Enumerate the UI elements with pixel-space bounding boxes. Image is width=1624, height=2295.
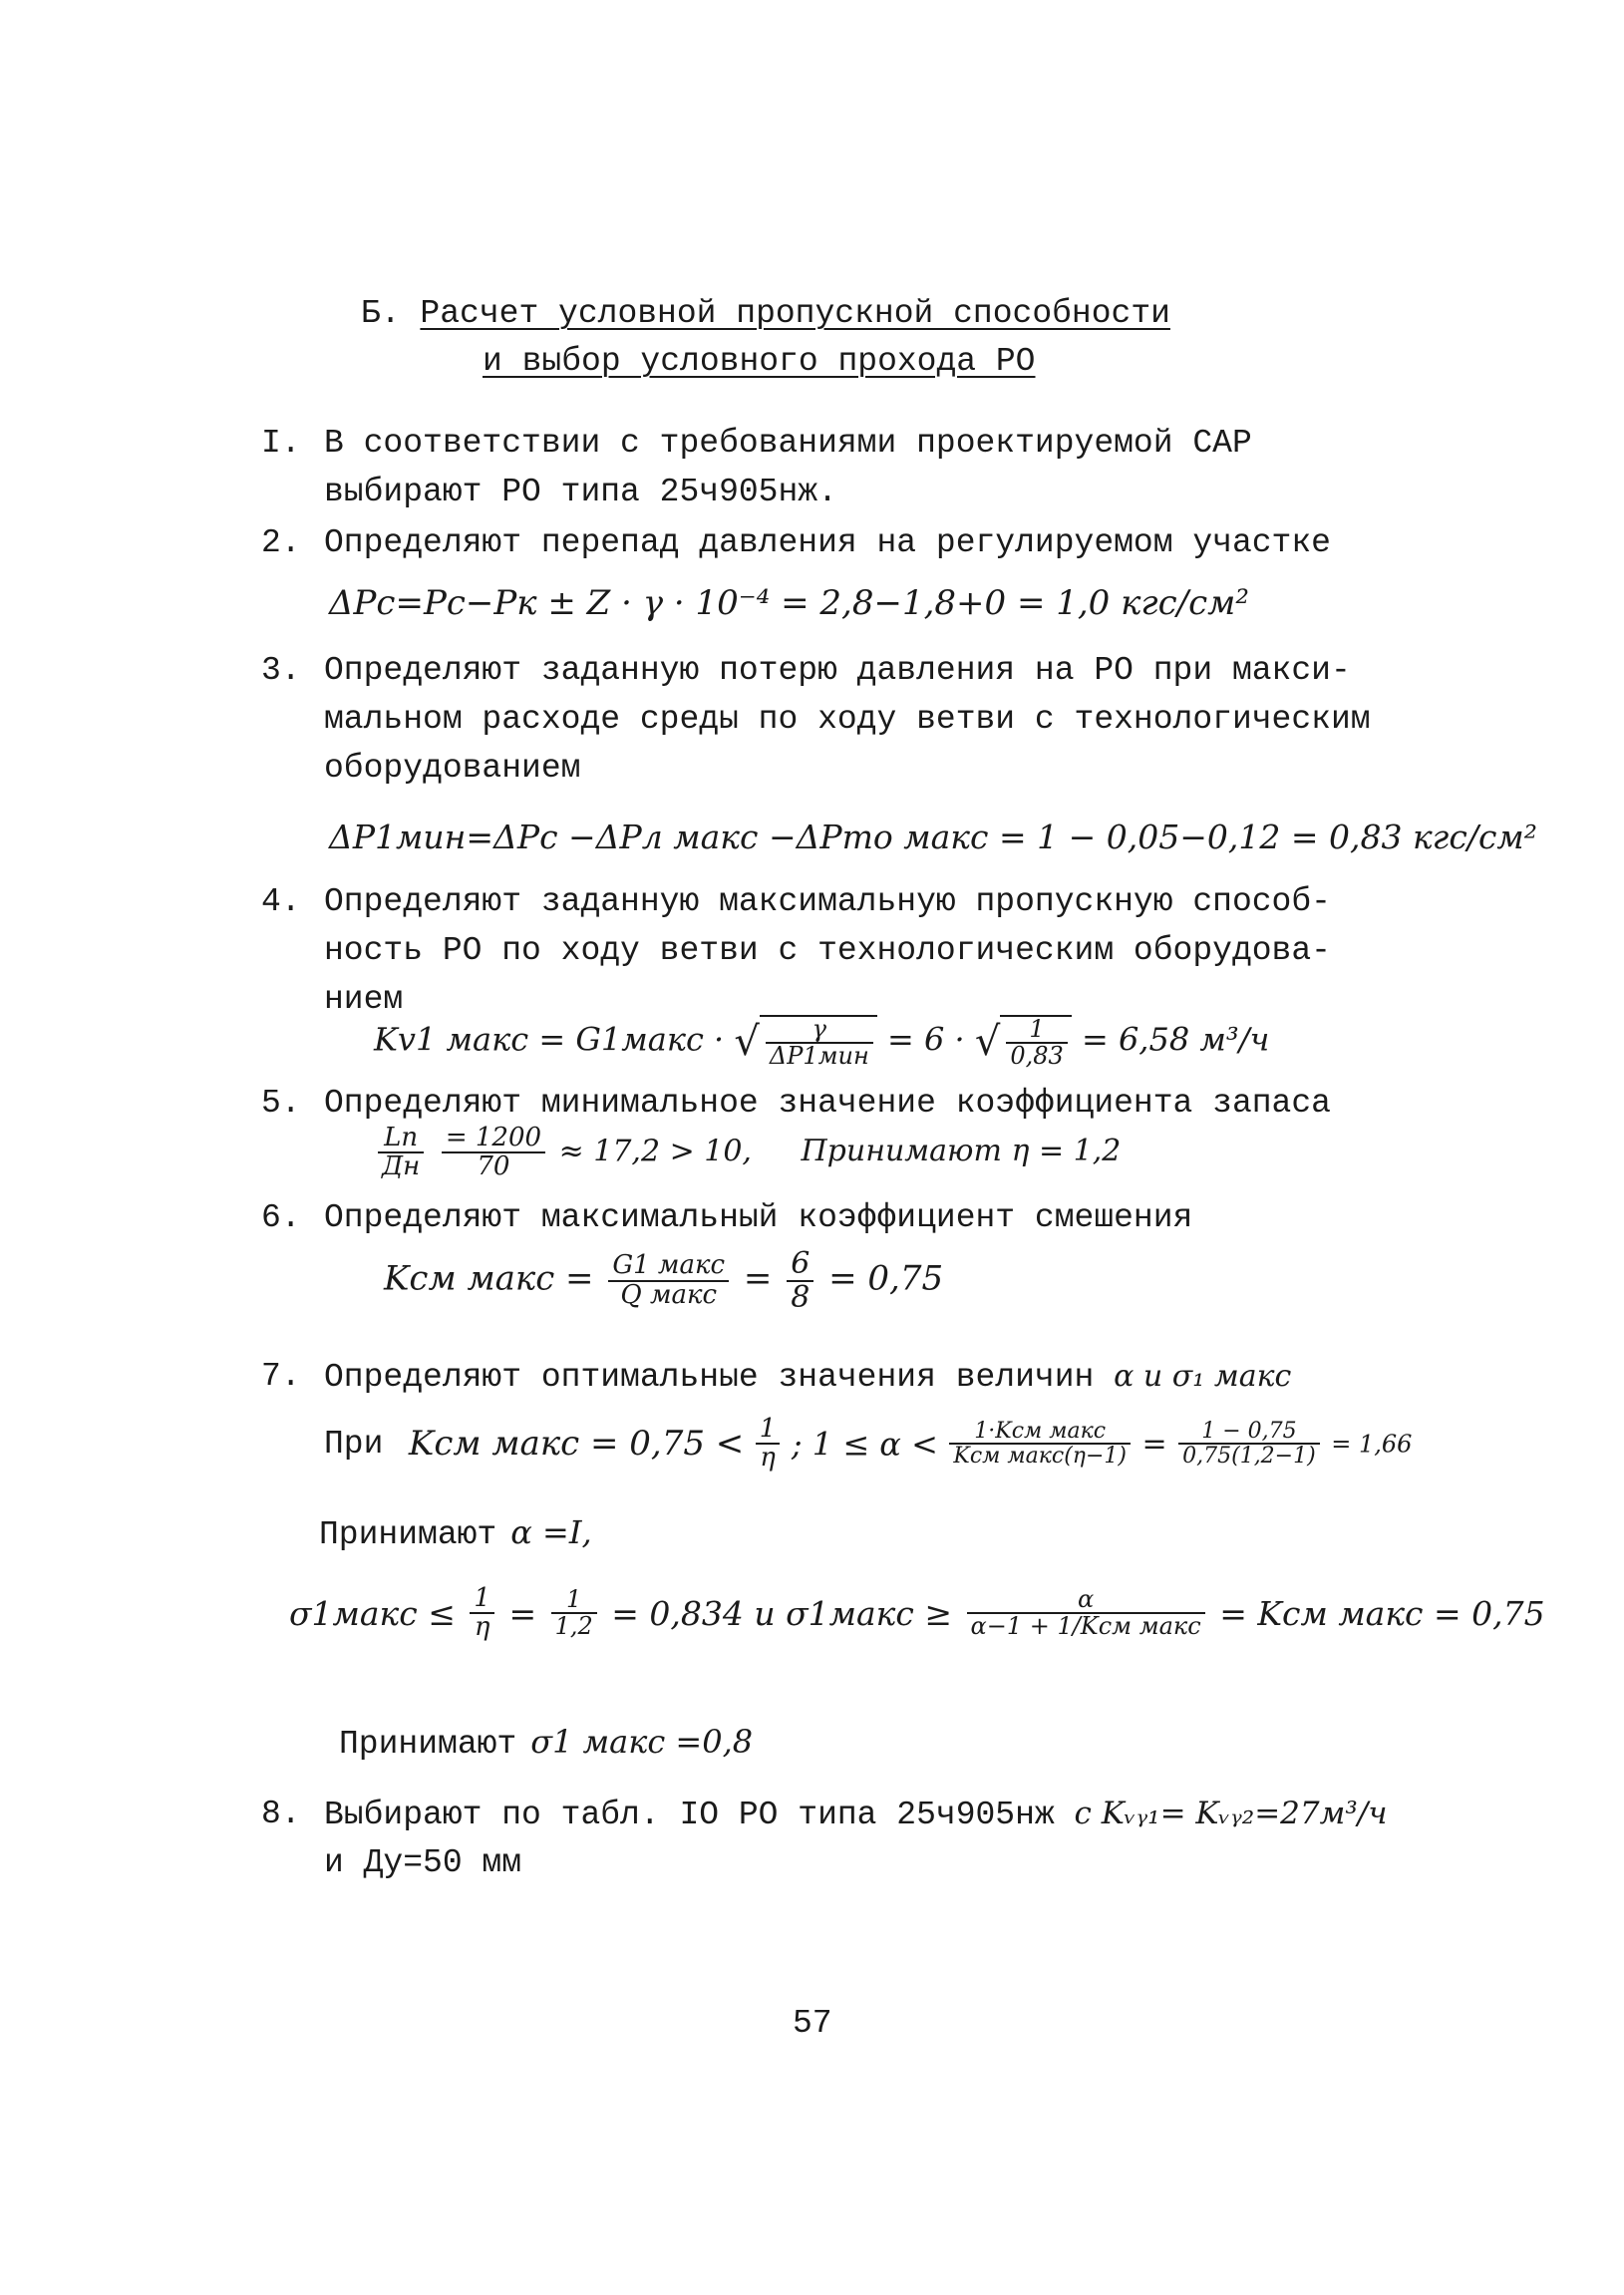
formula-7-d3: 0,75(1,2−1) (1182, 1444, 1316, 1470)
heading-line-2 (483, 337, 1036, 386)
item-3-line-1: Определяют заданную потерю давления на РО при макси- (324, 652, 1351, 689)
item-3-number: 3. (261, 652, 301, 689)
formula-7-part-1: Kсм макс = 0,75 < (408, 1424, 745, 1465)
heading-title-1: Расчет условной пропускной способности (420, 295, 1170, 332)
formula-4-den: ΔP1мин (769, 1042, 869, 1071)
formula-4-mid: = 6 · (886, 1020, 965, 1059)
formula-6-result: = 0,75 (828, 1258, 944, 1299)
item-5-number: 5. (261, 1085, 301, 1122)
item-4-line-3: нием (324, 981, 404, 1018)
item-7-tail: α и σ₁ макс (1114, 1359, 1292, 1394)
item-1-line-2: выбирают РО типа 25ч905нж. (324, 474, 837, 510)
item-8-line-2: и Ду=50 мм (324, 1844, 522, 1881)
formula-7: При Kсм макс = 0,75 < $\frac{1}{\eta}$ ; 1 ≤ α < $\frac{\text{1·Kсм макс}}{\text{Kсм макс(η−1)}}$ = $\frac{1 - 0,75}{0,75(1,2-1)}$ = 1,66 (324, 1414, 1413, 1474)
item-3-line-2: мальном расходе среды по ходу ветви с технологическим (324, 701, 1371, 738)
formula-7-n3: 1 − 0,75 (1178, 1420, 1320, 1445)
formula-6-den: Q макс (620, 1279, 718, 1310)
accept-sigma (339, 1720, 753, 1769)
formula-6: Kсм макс = $\frac{\text{G1 макс}}{\text{Q макс}}$ = $\frac{6}{8}$ = 0,75 (384, 1246, 944, 1315)
formula-8-d2: 1,2 (554, 1612, 593, 1641)
item-3-line-3: оборудованием (324, 750, 581, 787)
formula-8: σ1макс ≤ $\frac{1}{\eta}$ = $\frac{1}{1,2}$ = 0,834 и σ1макс ≥ $\frac{\alpha}{\text{α−1 + 1/Kсм макс}}$ = Kсм макс = 0,75 (289, 1583, 1545, 1643)
item-5-line-1: Определяют минимальное значение коэффициента запаса (324, 1085, 1331, 1122)
formula-4 (374, 1015, 1269, 1069)
formula-8-n2: 1 (551, 1587, 597, 1614)
formula-3: ΔP1мин=ΔPc −ΔPл макс −ΔPто макс = 1 − 0,05−0,12 = 0,83 кгс/см² (329, 818, 1538, 856)
item-2-line-1: Определяют перепад давления на регулируемом участке (324, 524, 1331, 561)
item-6-number: 6. (261, 1199, 301, 1236)
formula-7-result: = 1,66 (1331, 1430, 1413, 1459)
accept-sigma-text: Принимают (339, 1726, 517, 1763)
item-7-line-1 (324, 1352, 1291, 1402)
formula-7-d2: Kсм макс(η−1) (953, 1444, 1127, 1470)
accept-sigma-value: σ1 макс =0,8 (530, 1723, 754, 1761)
formula-7-part-2: ; 1 ≤ α < (791, 1425, 938, 1464)
formula-8-mid: = 0,834 и σ1макс ≥ (611, 1593, 952, 1633)
heading-title-2: и выбор условного прохода РО (483, 343, 1036, 380)
item-4-number: 4. (261, 883, 301, 920)
formula-8-d3: α−1 + 1/Kсм макс (970, 1612, 1201, 1641)
formula-4-num-2: 1 (1006, 1017, 1067, 1044)
formula-8-result: = Kсм макс = 0,75 (1219, 1593, 1545, 1633)
formula-6-den-2: 8 (791, 1279, 811, 1315)
formula-5-accept: Принимают η = 1,2 (801, 1134, 1122, 1169)
formula-4-num: γ (766, 1017, 873, 1044)
formula-8-n1: 1 (470, 1585, 494, 1614)
item-8-tail: с Kᵥᵧ₁= Kᵥᵧ₂=27м³/ч (1074, 1796, 1388, 1831)
formula-6-num-2: 6 (787, 1248, 813, 1282)
formula-4-left: Kv1 макс = G1макс · (374, 1020, 725, 1059)
formula-7-n1: 1 (756, 1416, 781, 1445)
formula-7-prefix: При (324, 1425, 384, 1463)
formula-5 (374, 1125, 1121, 1181)
formula-5-result: ≈ 17,2 > 10, (558, 1134, 752, 1169)
formula-4-sqrt-1: √ $\frac{\gamma}{\text{ΔP1мин}}$ (734, 1015, 876, 1069)
item-4-line-1: Определяют заданную максимальную пропускную способ- (324, 883, 1331, 920)
formula-8-left: σ1макс ≤ (289, 1593, 456, 1633)
formula-5-den-2: 70 (477, 1151, 510, 1182)
formula-5-num: Lп (378, 1125, 424, 1153)
item-8-text: Выбирают по табл. IO РО типа 25ч905нж (324, 1797, 1055, 1833)
formula-7-d1: η (760, 1443, 776, 1474)
accept-alpha (319, 1510, 592, 1559)
formula-8-d1: η (474, 1612, 490, 1643)
formula-4-den-2: 0,83 (1010, 1042, 1064, 1071)
formula-5-num-2: = 1200 (442, 1125, 545, 1153)
item-1-line-1: В соответствии с требованиями проектируемой САР (324, 425, 1252, 462)
formula-8-n3: α (967, 1587, 1205, 1614)
formula-4-result: = 6,58 м³/ч (1081, 1020, 1270, 1059)
item-7-text: Определяют оптимальные значения величин (324, 1359, 1095, 1396)
formula-2: ΔPc=Pc−Pк ± Z · γ · 10⁻⁴ = 2,8−1,8+0 = 1,0 кгс/см² (329, 583, 1249, 623)
accept-alpha-text: Принимают (319, 1516, 497, 1553)
item-6-line-1: Определяют максимальный коэффициент смешения (324, 1199, 1193, 1236)
item-8-number: 8. (261, 1796, 301, 1832)
heading-letter: Б. (361, 295, 401, 332)
formula-4-sqrt-2: √ $\frac{1}{0,83}$ (975, 1015, 1072, 1069)
item-2-number: 2. (261, 524, 301, 561)
item-7-number: 7. (261, 1358, 301, 1395)
page-number: 57 (793, 2005, 832, 2042)
item-4-line-2: ность РО по ходу ветви с технологическим оборудова- (324, 932, 1331, 969)
formula-6-left: Kсм макс = (384, 1258, 594, 1299)
accept-alpha-value: α =I, (510, 1513, 592, 1551)
item-1-number: I. (261, 425, 301, 462)
formula-7-n2: 1·Kсм макс (949, 1420, 1131, 1445)
formula-5-den: Дн (382, 1151, 421, 1182)
item-8-line-1 (324, 1790, 1387, 1839)
heading-line-1 (361, 289, 1170, 338)
formula-6-num: G1 макс (608, 1252, 729, 1281)
